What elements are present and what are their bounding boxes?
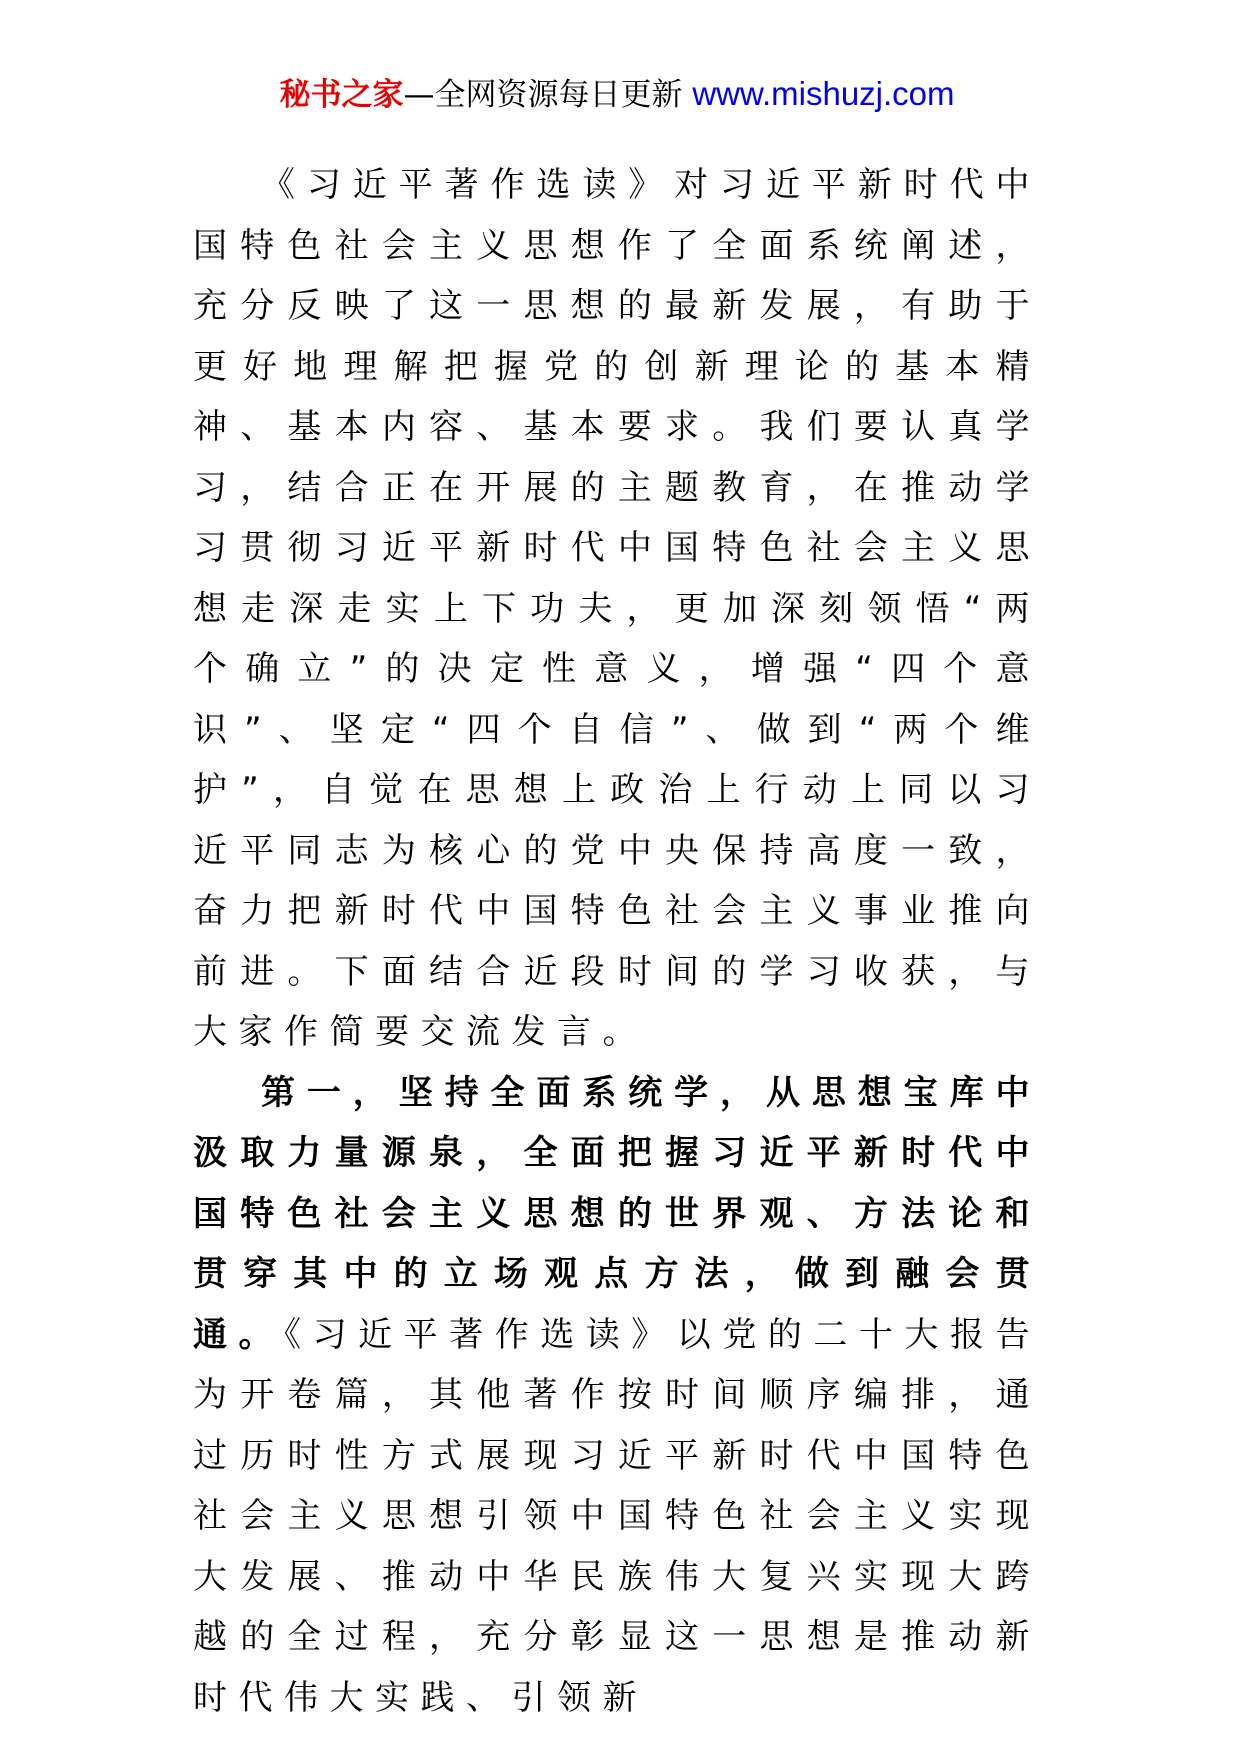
section-one-text: 《习近平著作选读》以党的二十大报告为开卷篇，其他著作按时间顺序编排，通过历时性方式展现习近平新时代中国特色社会主义思想引领中国特色社会主义实现大发展、推动中华民族伟大复兴实现大跨越的全过程，充分彰显这一思想是推动新时代伟大实践、引领新: [193, 1314, 1042, 1718]
section-one-paragraph: [193, 1063, 1041, 1729]
site-header: [0, 72, 1234, 117]
intro-paragraph: [193, 155, 1041, 1063]
intro-paragraph-text: 《习近平著作选读》对习近平新时代中国特色社会主义思想作了全面系统阐述，充分反映了这一思想的最新发展，有助于更好地理解把握党的创新理论的基本精神、基本内容、基本要求。我们要认真学习，结合正在开展的主题教育，在推动学习贯彻习近平新时代中国特色社会主义思想走深走实上下功夫，更加深刻领悟“两个确立”的决定性意义，增强“四个意识”、坚定“四个自信”、做到“两个维护”，自觉在思想上政治上行动上同以习近平同志为核心的党中央保持高度一致，奋力把新时代中国特色社会主义事业推向前进。下面结合近段时间的学习收获，与大家作简要交流发言。: [193, 165, 1041, 1052]
document-body: [193, 155, 1041, 1728]
site-url-link[interactable]: www.mishuzj.com: [692, 75, 955, 112]
site-slogan: —全网资源每日更新: [403, 77, 683, 113]
site-brand: 秘书之家: [279, 77, 404, 113]
section-one-heading: 第一，坚持全面系统学，从思想宝库中汲取力量源泉，全面把握习近平新时代中国特色社会主义思想的世界观、方法论和贯穿其中的立场观点方法，做到融会贯通。: [193, 1072, 1041, 1355]
